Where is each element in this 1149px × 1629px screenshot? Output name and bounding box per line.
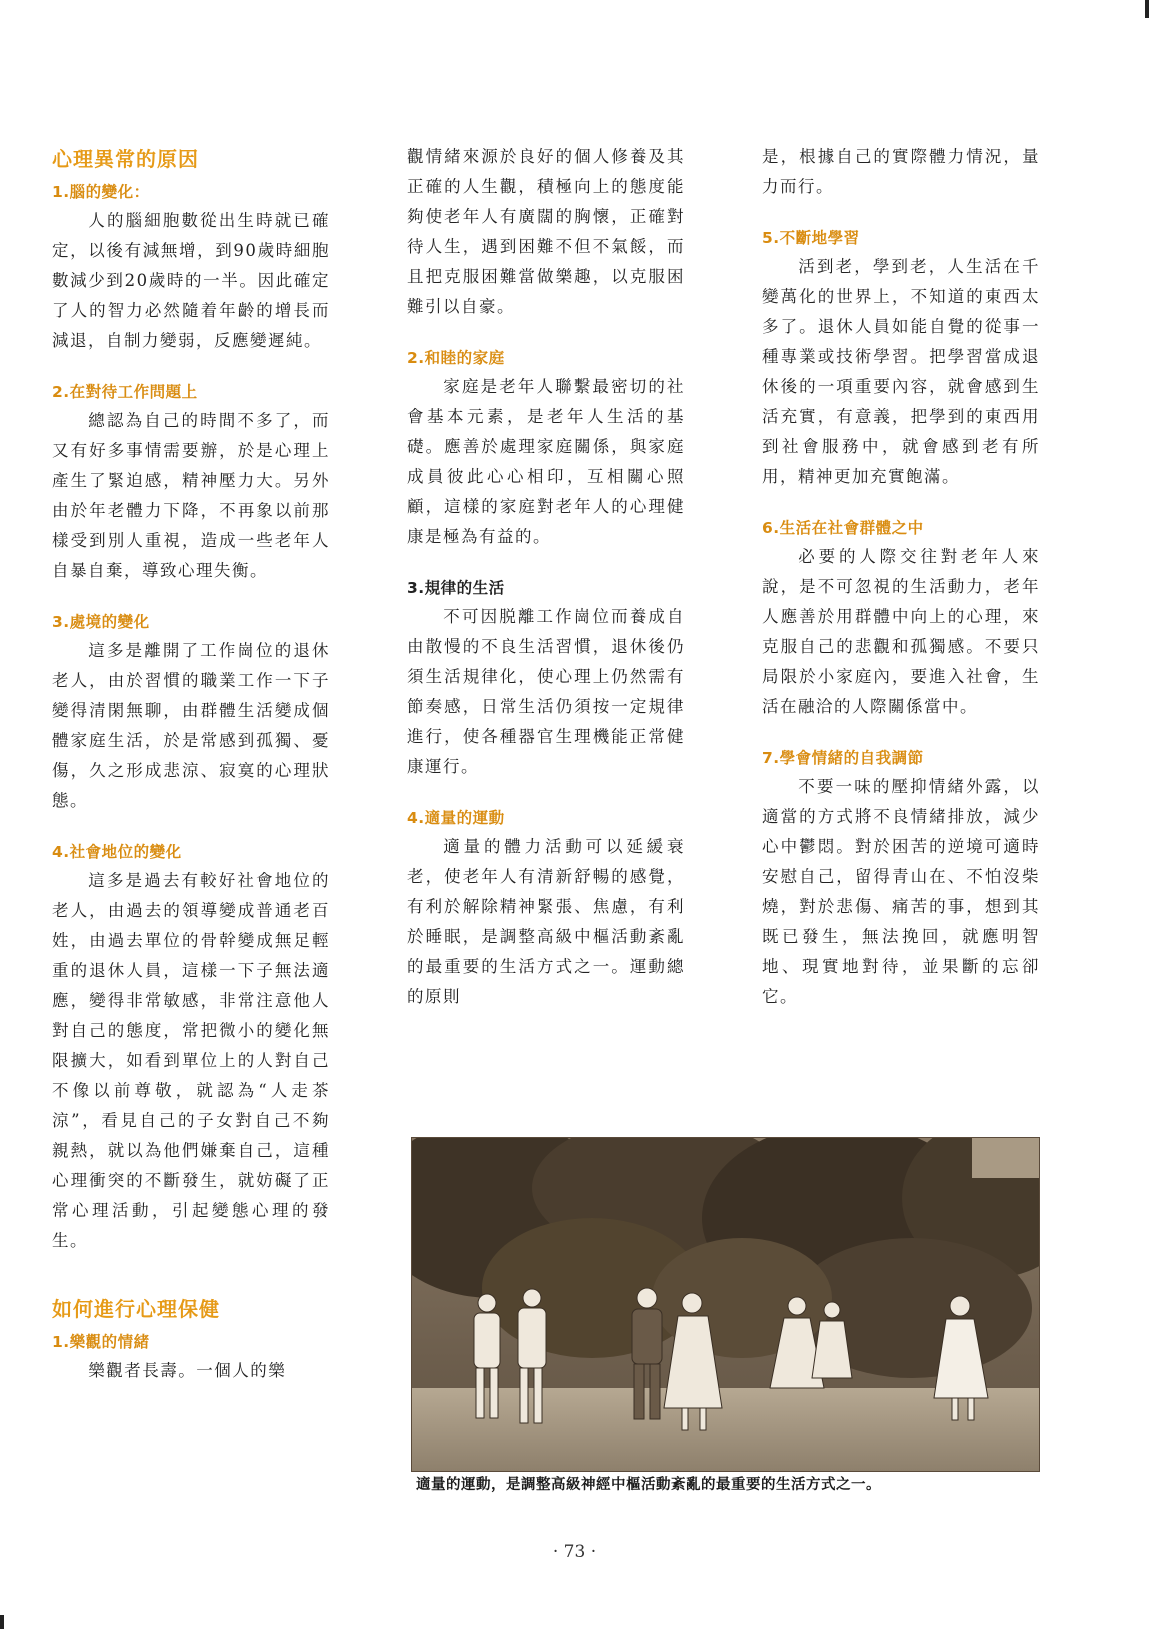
paragraph-harmonious-family: 家庭是老年人聯繫最密切的社會基本元素，是老年人生活的基礎。應善於處理家庭關係，與家庭成員彼此心心相印，互相關心照顧，這樣的家庭對老年人的心理健康是極為有益的。 bbox=[407, 377, 685, 546]
subheading-optimism: 1.樂觀的情緒 bbox=[52, 1333, 150, 1351]
paragraph-emotion-regulation: 不要一味的壓抑情緒外露，以適當的方式將不良情緒排放，減少心中鬱悶。對於困苦的逆境可適時安慰自己，留得青山在、不怕沒柴燒，對於悲傷、痛苦的事，想到其既已發生，無法挽回，就應明智地、現實地對待，並果斷的忘卻它。 bbox=[762, 777, 1040, 1006]
paragraph-optimism-cont: 觀情緒來源於良好的個人修養及其正確的人生觀，積極向上的態度能夠使老年人有廣闊的胸懷，正確對待人生，遇到困難不但不氣餒，而且把克服困難當做樂趣，以克服困難引以自豪。 bbox=[407, 147, 685, 316]
photo-caption: 適量的運動，是調整高級神經中樞活動紊亂的最重要的生活方式之一。 bbox=[416, 1477, 881, 1493]
subheading-regular-life: 3.規律的生活 bbox=[407, 579, 505, 597]
paragraph-moderate-exercise: 適量的體力活動可以延緩衰老，使老年人有清新舒暢的感覺，有利於解除精神緊張、焦慮，有利於睡眠，是調整高級中樞活動紊亂的最重要的生活方式之一。運動總的原則 bbox=[407, 837, 685, 1006]
subheading-harmonious-family: 2.和睦的家庭 bbox=[407, 349, 505, 367]
paragraph-regular-life: 不可因脱離工作崗位而養成自由散慢的不良生活習慣，退休後仍須生活規律化，使心理上仍然需有節奏感，日常生活仍須按一定規律進行，使各種器官生理機能正常健康運行。 bbox=[407, 607, 685, 776]
subheading-social-group: 6.生活在社會群體之中 bbox=[762, 519, 924, 537]
paragraph-situation-change: 這多是離開了工作崗位的退休老人，由於習慣的職業工作一下子變得清閑無聊，由群體生活變成個體家庭生活，於是常感到孤獨、憂傷，久之形成悲涼、寂寞的心理狀態。 bbox=[52, 641, 330, 810]
column-right bbox=[762, 142, 1040, 1012]
subheading-social-status: 4.社會地位的變化 bbox=[52, 843, 182, 861]
subheading-brain-change: 1.腦的變化： bbox=[52, 183, 150, 201]
paragraph-social-status: 這多是過去有較好社會地位的老人，由過去的領導變成普通老百姓，由過去單位的骨幹變成無足輕重的退休人員，這樣一下子無法適應，變得非常敏感，非常注意他人對自己的態度，常把微小的變化無限擴大，如看到單位上的人對自己不像以前尊敬，就認為“人走茶涼”，看見自己的子女對自己不夠親熱，就以為他們嫌棄自己，這種心理衝突的不斷發生，就妨礙了正常心理活動，引起變態心理的發生。 bbox=[52, 871, 330, 1250]
paragraph-work-attitude: 總認為自己的時間不多了，而又有好多事情需要辦，於是心理上產生了緊迫感，精神壓力大。另外由於年老體力下降，不再象以前那樣受到別人重視，造成一些老年人自暴自棄，導致心理失衡。 bbox=[52, 411, 330, 580]
subheading-work-attitude: 2.在對待工作問題上 bbox=[52, 383, 198, 401]
paragraph-brain-change: 人的腦細胞數從出生時就已確定，以後有減無增，到90歲時細胞數減少到20歲時的一半。因此確定了人的智力必然隨着年齡的增長而減退，自制力變弱，反應變遲純。 bbox=[52, 211, 330, 350]
paragraph-optimism-start: 樂觀者長壽。一個人的樂 bbox=[88, 1361, 287, 1380]
subheading-emotion-regulation: 7.學會情緒的自我調節 bbox=[762, 749, 924, 767]
exercise-photo bbox=[411, 1137, 1040, 1472]
subheading-situation-change: 3.處境的變化 bbox=[52, 613, 150, 631]
page-number: · 73 · bbox=[552, 1542, 597, 1562]
section-heading-causes: 心理異常的原因 bbox=[52, 147, 199, 171]
column-left bbox=[52, 142, 330, 1386]
column-middle bbox=[407, 142, 685, 1012]
paragraph-exercise-cont: 是，根據自己的實際體力情況，量力而行。 bbox=[762, 147, 1040, 196]
scan-edge-mark bbox=[1145, 0, 1149, 18]
scan-corner-mark bbox=[0, 1615, 4, 1629]
subheading-continuous-learning: 5.不斷地學習 bbox=[762, 229, 860, 247]
paragraph-social-group: 必要的人際交往對老年人來說，是不可忽視的生活動力，老年人應善於用群體中向上的心理，來克服自己的悲觀和孤獨感。不要只局限於小家庭內，要進入社會，生活在融洽的人際關係當中。 bbox=[762, 547, 1040, 716]
section-heading-mental-care: 如何進行心理保健 bbox=[52, 1297, 220, 1321]
subheading-moderate-exercise: 4.適量的運動 bbox=[407, 809, 505, 827]
photo-illustration bbox=[412, 1138, 1039, 1471]
paragraph-continuous-learning: 活到老，學到老，人生活在千變萬化的世界上，不知道的東西太多了。退休人員如能自覺的從事一種專業或技術學習。把學習當成退休後的一項重要內容，就會感到生活充實，有意義，把學到的東西用到社會服務中，就會感到老有所用，精神更加充實飽滿。 bbox=[762, 257, 1040, 486]
